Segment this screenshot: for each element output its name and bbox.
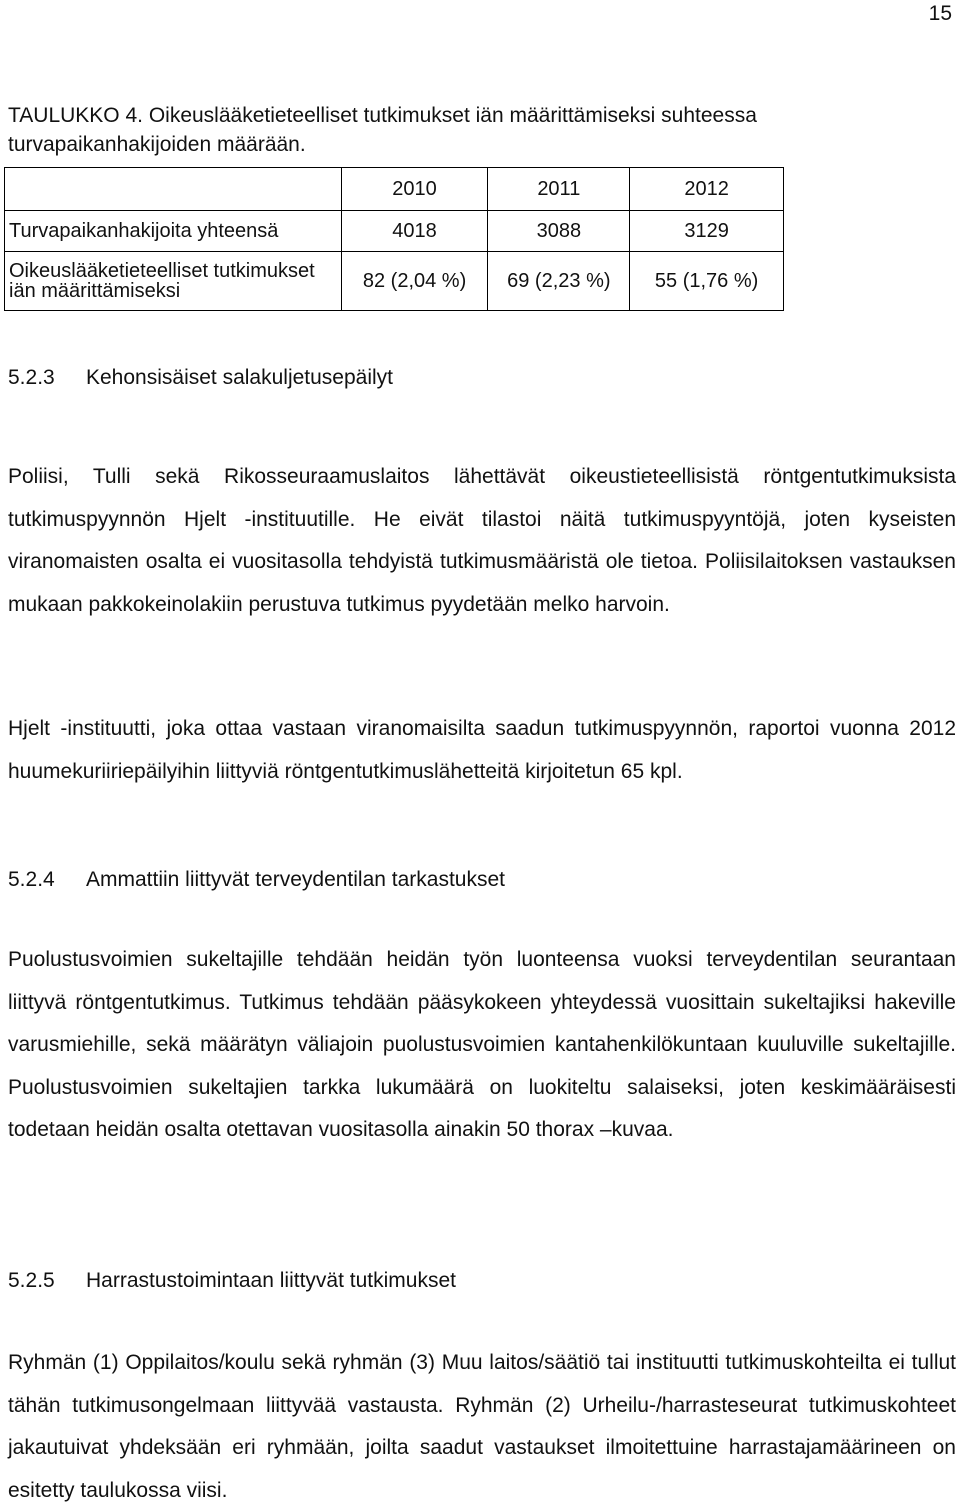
table-row [5, 252, 784, 311]
section-heading [8, 866, 505, 894]
table-header-year: 2012 [630, 168, 784, 211]
body-paragraph: Hjelt -instituutti, joka ottaa vastaan viranomaisilta saadun tutkimuspyynnön, raportoi vuonna 2012 huumekuriiriepäilyihin liittyviä röntgentutkimuslähetteitä kirjoitetun 65 kpl. [8, 717, 956, 783]
page-number: 15 [928, 2, 952, 25]
table-caption: TAULUKKO 4. Oikeuslääketieteelliset tutkimukset iän määrittämiseksi suhteessa turvapaikanhakijoiden määrään. [8, 104, 757, 156]
body-paragraph: Poliisi, Tulli sekä Rikosseuraamuslaitos lähettävät oikeustieteellisistä röntgentutkimuksista tutkimuspyynnön Hjelt -instituutille. He eivät tilastoi näitä tutkimuspyyntöjä, joten kyseisten viranomaisten osalta ei vuositasolla tehdyistä tutkimusmääristä ole tietoa. Poliisilaitoksen vastauksen mukaan pakkokeinolakiin perustuva tutkimus pyydetään melko harvoin. [8, 465, 956, 616]
table-header-empty [5, 168, 342, 211]
table-header-row [5, 168, 784, 211]
section-title: Ammattiin liittyvät terveydentilan tarkastukset [86, 868, 505, 891]
table-header-year: 2011 [488, 168, 630, 211]
table-cell: 3088 [488, 211, 630, 252]
body-paragraph: Ryhmän (1) Oppilaitos/koulu sekä ryhmän (3) Muu laitos/säätiö tai instituutti tutkimuskohteilta ei tullut tähän tutkimusongelmaan liittyvää vastausta. Ryhmän (2) Urheilu-/harrasteseurat tutkimuskohteet jakautuivat yhdeksään eri ryhmään, joilta saadut vastaukset ilmoitettuine harrastajamäärineen on esitetty taulukossa viisi. [8, 1351, 956, 1502]
table-row-label: Oikeuslääketieteelliset tutkimukset iän määrittämiseksi [5, 252, 342, 311]
section-number: 5.2.4 [8, 868, 55, 891]
section-number: 5.2.5 [8, 1269, 55, 1292]
table-row-label: Turvapaikanhakijoita yhteensä [5, 211, 342, 252]
table-row [5, 211, 784, 252]
section-title: Harrastustoimintaan liittyvät tutkimukset [86, 1269, 456, 1292]
section-number: 5.2.3 [8, 366, 55, 389]
table-cell: 82 (2,04 %) [341, 252, 488, 311]
data-table [4, 167, 784, 311]
table-cell: 69 (2,23 %) [488, 252, 630, 311]
section-heading [8, 364, 393, 392]
section-heading [8, 1267, 456, 1295]
table-cell: 3129 [630, 211, 784, 252]
table-cell: 55 (1,76 %) [630, 252, 784, 311]
section-title: Kehonsisäiset salakuljetusepäilyt [86, 366, 394, 389]
table-header-year: 2010 [341, 168, 488, 211]
table-cell: 4018 [341, 211, 488, 252]
body-paragraph: Puolustusvoimien sukeltajille tehdään heidän työn luonteensa vuoksi terveydentilan seurantaan liittyvä röntgentutkimus. Tutkimus tehdään pääsykokeen yhteydessä vuosittain sukeltajiksi hakeville varusmiehille, sekä määrätyn väliajoin puolustusvoimien kantahenkilökuntaan kuuluville sukeltajille. Puolustusvoimien sukeltajien tarkka lukumäärä on luokiteltu salaiseksi, joten keskimääräisesti todetaan heidän osalta otettavan vuositasolla ainakin 50 thorax –kuvaa. [8, 948, 956, 1142]
